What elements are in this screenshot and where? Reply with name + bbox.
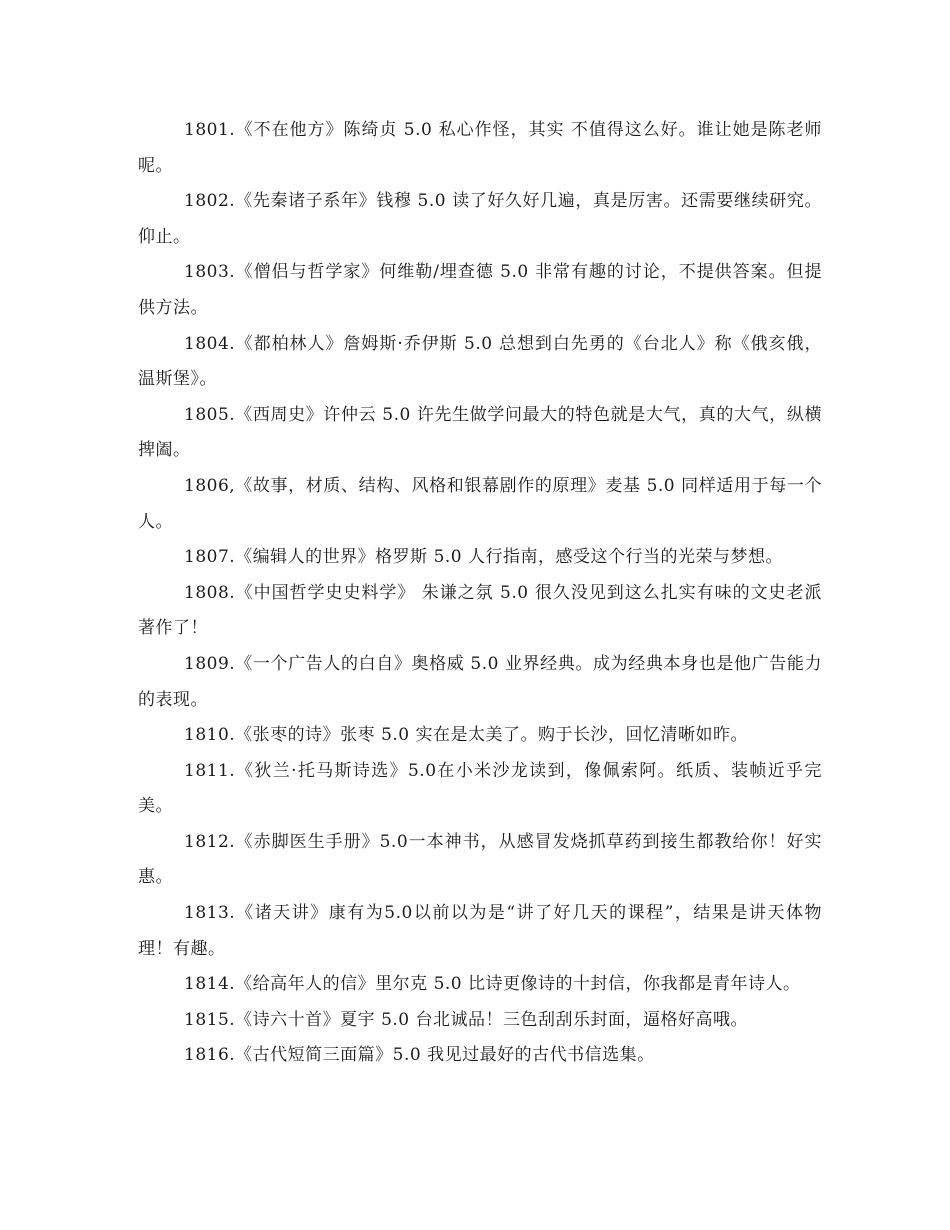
list-item: 1814.《给高年人的信》里尔克 5.0 比诗更像诗的十封信，你我都是青年诗人。: [184, 974, 801, 995]
list-item: 1808.《中国哲学史史料学》 朱谦之氛 5.0 很久没见到这么扎实有味的文史老派著作了！: [138, 582, 822, 639]
list-item: 1809.《一个广告人的白自》奥格威 5.0 业界经典。成为经典本身也是他广告能力的表现。: [138, 653, 822, 710]
list-item: 1806,《故事，材质、结构、风格和银幕剧作的原理》麦基 5.0 同样适用于每一个人。: [138, 475, 822, 532]
list-item: 1811.《狄兰·托马斯诗选》5.0在小米沙龙读到，像佩索阿。纸质、装帧近乎完美。: [138, 760, 822, 817]
book-list: [138, 113, 822, 1074]
list-item: 1801.《不在他方》陈绮贞 5.0 私心作怪，其实 不值得这么好。谁让她是陈老师呢。: [138, 120, 822, 176]
list-item: 1805.《西周史》许仲云 5.0 许先生做学问最大的特色就是大气，真的大气，纵横捭阖。: [138, 404, 822, 461]
list-item: 1812.《赤脚医生手册》5.0一本神书，从感冒发烧抓草药到接生都教给你！好实惠。: [138, 831, 822, 888]
list-item: 1815.《诗六十首》夏宇 5.0 台北诚品！三色刮刮乐封面，逼格好高哦。: [184, 1009, 749, 1030]
list-item: 1816.《古代短简三面篇》5.0 我见过最好的古代书信选集。: [184, 1045, 655, 1066]
list-item: 1807.《编辑人的世界》格罗斯 5.0 人行指南，感受这个行当的光荣与梦想。: [184, 547, 784, 568]
list-item: 1810.《张枣的诗》张枣 5.0 实在是太美了。购于长沙，回忆清晰如昨。: [184, 725, 749, 746]
list-item: 1804.《都柏林人》詹姆斯·乔伊斯 5.0 总想到白先勇的《台北人》称《俄亥俄，温斯堡》。: [138, 333, 822, 390]
list-item: 1813.《诸天讲》康有为5.0以前以为是“讲了好几天的课程”，结果是讲天体物理！有趣。: [138, 903, 822, 959]
list-item: 1802.《先秦诸子系年》钱穆 5.0 读了好久好几遍，真是厉害。还需要继续研究。仰止。: [138, 191, 822, 247]
list-item: 1803.《僧侣与哲学家》何维勒/埋查德 5.0 非常有趣的讨论，不提供答案。但提供方法。: [138, 262, 822, 318]
